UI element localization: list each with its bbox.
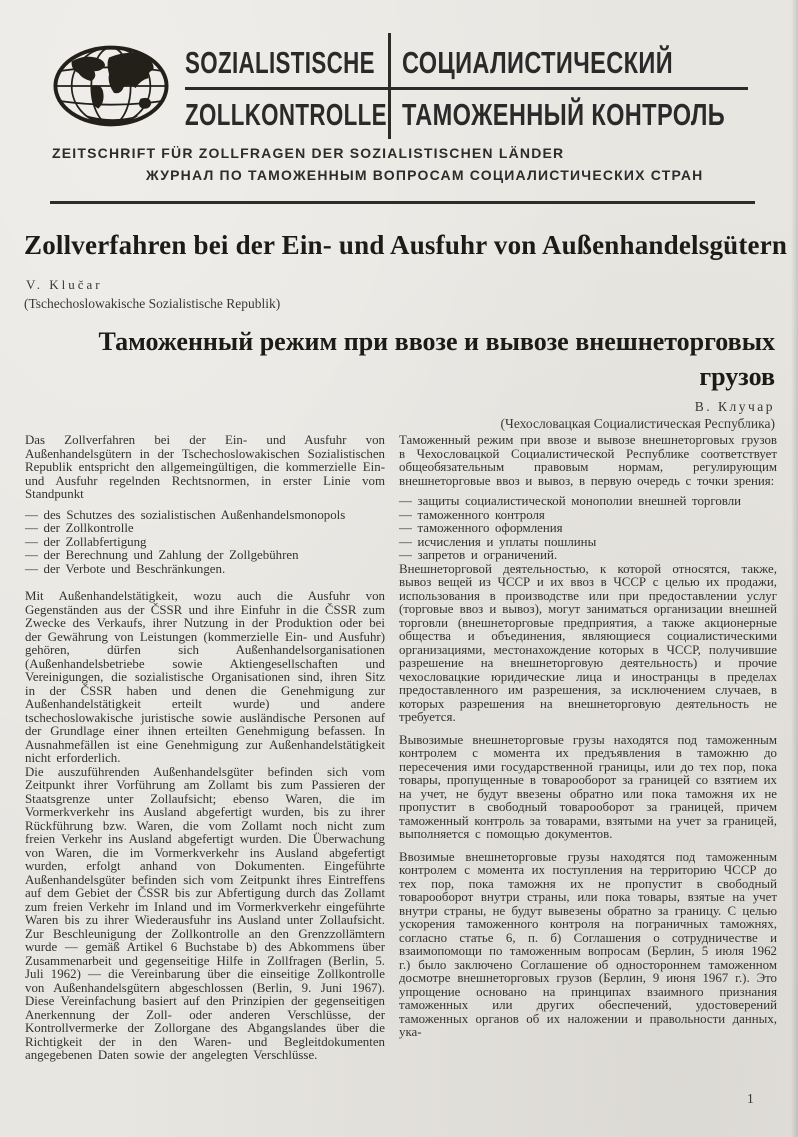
masthead-row-1: [185, 40, 748, 85]
masthead-title-ru-line1: СОЦИАЛИСТИЧЕСКИЙ: [402, 44, 674, 80]
paragraph-russian-2: Внешнеторговой деятельностью, к которой относятся, также, вывоз вещей из ЧССР и их ввоз в ЧССР с целью их продажи, использования в производстве или при предоставлении услуг (торговые ввоз и вывоз), могут заниматься организации внешней торговли (внешнеторговые предприятия, а также акционерные общества и объединения, являющиеся социалистическими организациями, местонахождение которых в ЧССР, получившие разрешение на внешнеторговую деятельность) и прочие чехословацкие юридические лица и иностранцы в пределах предоставленного им разрешения, за исключением случаев, в которых разрешения на внешнеторговую деятельность не требуется.: [399, 561, 777, 724]
masthead-horizontal-rule: [185, 87, 748, 90]
russian-dash-list: [399, 495, 777, 563]
list-item: — таможенного контроля: [399, 507, 545, 522]
page-number: 1: [747, 1091, 754, 1106]
list-item: — запретов и ограничений.: [399, 548, 558, 562]
header-rule: [50, 201, 755, 204]
article-body: [25, 434, 777, 1063]
article-affiliation-russian: (Чехословацкая Социалистическая Республика): [500, 416, 775, 431]
paragraph-russian-3: Вывозимые внешнеторговые грузы находятся под таможенным контролем с момента их предъявления в таможню до пересечения ими государственной границы, или до тех пор, пока товары, пропущенные в товарооборот за границей со взятием их на учет, не будут ввезены обратно или пока таможня их не пропустит в свободный товарооборот за границей, причем таможенный контроль за товарами, взятыми на учет за границей, выполняется с помощью документов.: [399, 732, 777, 841]
masthead-vertical-rule: [388, 33, 391, 139]
paragraph-german-2: Mit Außenhandelstätigkeit, wozu auch die Ausfuhr von Gegenständen aus der ČSSR und ihre Einfuhr in die ČSSR zum Zwecke des Verkaufs, ihrer Nutzung in der Produktion oder bei der Gewährung von Leistungen (kommerzielle Ein- und Ausfuhr) gehören, dürfen sich Außenhandelsorganisationen (Außenhandelsbetriebe sowie Aktiengesellschaften und Vereinigungen, die sozialistische Organisationen sind, ihren Sitz in der ČSSR haben und denen die Genehmigung zur Außenhandelstätigkeit erteilt wurde) und andere tschechoslowakische juristische sowie ausländische Personen auf der Grundlage einer ihnen erteilten Genehmigung befassen. In Ausnahmefällen ist eine Genehmigung zur Außenhandelstätigkeit nicht erforderlich.: [25, 589, 385, 765]
masthead-title-de-line2: ZOLLKONTROLLE: [185, 96, 387, 132]
paragraph-german-intro: Das Zollverfahren bei der Ein- und Ausfuhr von Außenhandelsgütern in der Tschechoslowakischen Sozialistischen Republik entspricht den allgemeingültigen, die kommerzielle Ein- und Ausfuhr regelnden Rechtsnormen, in erster Linie vom Standpunkt: [25, 433, 385, 501]
russian-column: [399, 434, 777, 1063]
masthead: [185, 40, 748, 137]
globe-icon: [52, 44, 170, 128]
article-affiliation-german: (Tschechoslowakische Sozialistische Republik): [24, 296, 281, 311]
masthead-row-2: [185, 92, 748, 137]
paragraph-russian-4: Ввозимые внешнеторговые грузы находятся под таможенным контролем с момента их поступления на территорию ЧССР до тех пор, пока таможня их не пропустит в свободный товарооборот внутри страны, или пока товары, взятые на учет внутри страны, не будут вывезены обратно за границу. С целью ускорения таможенного контроля на пограничных таможнях, согласно статье 6, п. б) Соглашения о сотрудничестве и взаимопомощи по таможенным вопросам (Берлин, 5 июля 1962 г.) было заключено Соглашение об одностороннем таможенном досмотре внешнеторговых грузов (Берлин, 9 июня 1967 г.). Это упрощение основано на принципах взаимного признания таможенных или других обеспечений, удостоверений таможенных органов об их наложении и правольности данных, ука-: [399, 849, 777, 1039]
list-item: — таможенного оформления: [399, 521, 563, 535]
list-item: — der Zollabfertigung: [25, 534, 147, 549]
list-item: — защиты социалистической монополии внешней торговли: [399, 494, 742, 508]
masthead-title-ru-line2: ТАМОЖЕННЫЙ КОНТРОЛЬ: [402, 96, 726, 132]
list-item: — der Zollkontrolle: [25, 521, 134, 535]
article-title-russian: Таможенный режим при ввозе и вывозе внешнеторговых грузов: [98, 327, 775, 391]
article-title-german: Zollverfahren bei der Ein- und Ausfuhr von Außenhandelsgütern: [24, 230, 788, 260]
article-author-german: V. Klučar: [26, 277, 103, 292]
list-item: — des Schutzes des sozialistischen Außenhandelsmonopols: [25, 507, 346, 522]
german-dash-list: [25, 509, 385, 577]
list-item: — der Berechnung und Zahlung der Zollgebühren: [25, 548, 299, 562]
paragraph-german-3: Die auszuführenden Außenhandelsgüter befinden sich vom Zeitpunkt ihrer Vorführung am Zollamt bis zum Passieren der Staatsgrenze unter Zollaufsicht; ebenso Waren, die im Vormerkverkehr ins Ausland abgefertigt wurden, bis zu ihrer Rückführung bzw. Waren, die vom Zollamt noch nicht zum freien Verkehr ins Ausland abgefertigt wurden. Die Überwachung von Waren, die im Vormerkverkehr ins Ausland abgefertigt wurden, erfolgt anhand von Dokumenten. Eingeführte Außenhandelsgüter befinden sich vom Zeitpunkt ihres Eintreffens auf dem Gebiet der ČSSR bis zur Abfertigung durch das Zollamt zum freien Verkehr im Inland und im Vormerkverkehr eingeführte Waren bis zu ihrer Wiederausfuhr ins Ausland unter Zollaufsicht. Zur Beschleunigung der Zollkontrolle an den Grenzzollämtern wurde — gemäß Artikel 6 Buchstabe b) des Abkommens über Zusammenarbeit und gegenseitige Hilfe in Zollfragen (Berlin, 5. Juli 1962) — die Vereinbarung über die einseitige Zollkontrolle von Außenhandelsgütern abgeschlossen (Berlin, 9. Juni 1967). Diese Vereinfachung basiert auf den Prinzipien der gegenseitigen Anerkennung der Zoll- oder anderen Verschlüsse, der Kontrollvermerke der Zollorgane des Abgangslandes über die Richtigkeit der in den Waren- und Begleitdokumenten angegebenen Daten sowie der angelegten Verschlüsse.: [25, 764, 385, 1062]
paragraph-russian-intro: Таможенный режим при ввозе и вывозе внешнеторговых грузов в Чехословацкой Социалистической Республике соответствует общеобязательным правовым нормам, регулирующим внешнеторговые ввоз и вывоз, в первую очередь с точки зрения:: [399, 433, 777, 488]
list-item: — der Verbote und Beschränkungen.: [25, 561, 226, 576]
masthead-title-de-line1: SOZIALISTISCHE: [185, 44, 375, 80]
list-item: — исчисления и уплаты пошлины: [399, 534, 597, 549]
journal-subtitle-russian: ЖУРНАЛ ПО ТАМОЖЕННЫМ ВОПРОСАМ СОЦИАЛИСТИЧЕСКИХ СТРАН: [146, 167, 704, 183]
german-column: [25, 434, 385, 1063]
article-author-russian: В. Клучар: [694, 399, 775, 414]
journal-subtitle-german: ZEITSCHRIFT FÜR ZOLLFRAGEN DER SOZIALISTISCHEN LÄNDER: [52, 145, 565, 161]
